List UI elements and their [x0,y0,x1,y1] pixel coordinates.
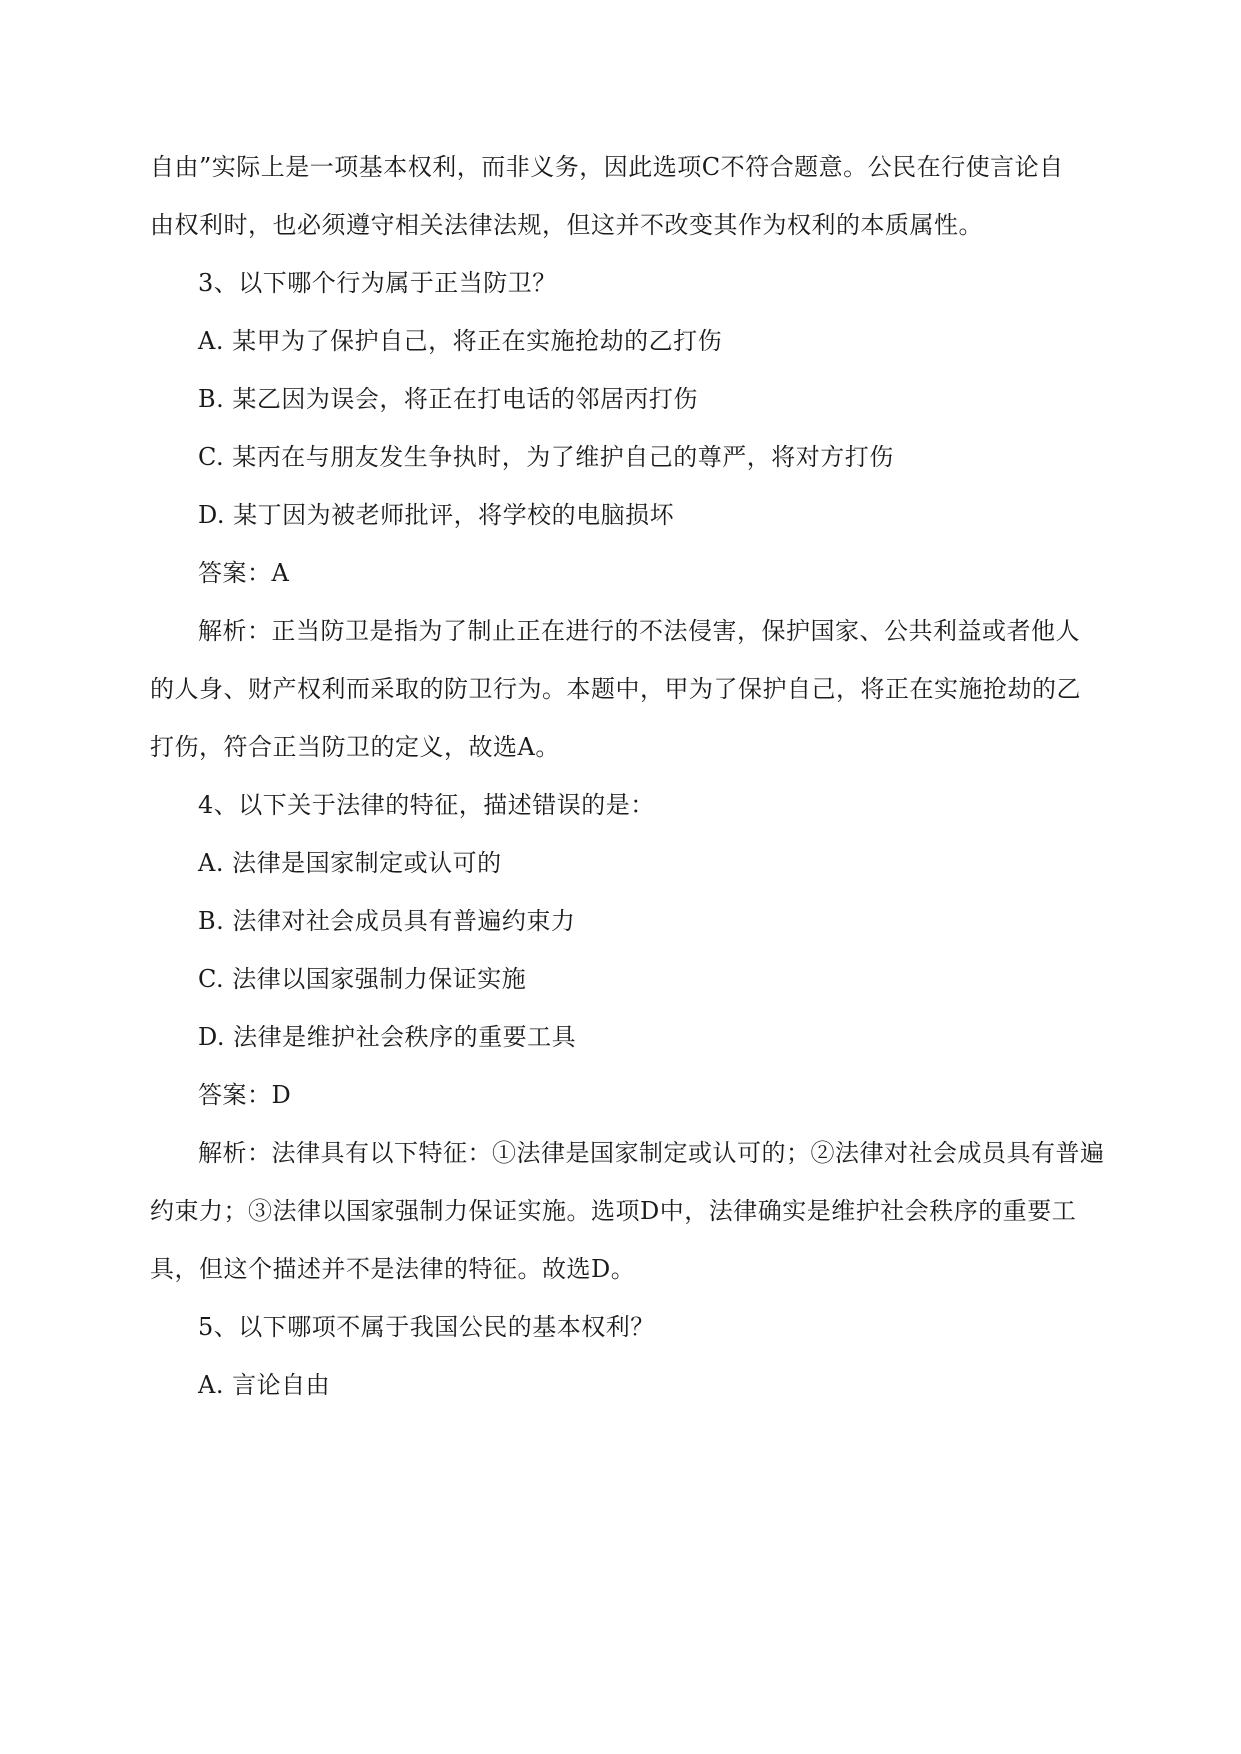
option-d: D. 法律是维护社会秩序的重要工具 [198,1023,577,1051]
answer: 答案：D [198,1081,292,1109]
explanation-line: 具，但这个描述并不是法律的特征。故选D。 [150,1255,636,1283]
explanation-line: 解析：正当防卫是指为了制止正在进行的不法侵害，保护国家、公共利益或者他人 [198,617,1080,645]
answer: 答案：A [198,559,290,587]
option-b: B. 法律对社会成员具有普遍约束力 [198,907,576,935]
question-text: 3、以下哪个行为属于正当防卫？ [198,269,557,297]
explanation-line: 的人身、财产权利而采取的防卫行为。本题中，甲为了保护自己，将正在实施抢劫的乙 [150,675,1081,703]
option-b: B. 某乙因为误会，将正在打电话的邻居丙打伤 [198,385,698,413]
text-line: 自由”实际上是一项基本权利，而非义务，因此选项C不符合题意。公民在行使言论自 [150,153,1064,181]
question-4 [150,776,1105,1298]
option-a: A. 言论自由 [198,1371,331,1399]
option-d: D. 某丁因为被老师批评，将学校的电脑损坏 [198,501,675,529]
question-text: 5、以下哪项不属于我国公民的基本权利？ [198,1313,655,1341]
option-a: A. 法律是国家制定或认可的 [198,849,502,877]
question-3 [150,254,1090,776]
explanation-line: 解析：法律具有以下特征：①法律是国家制定或认可的；②法律对社会成员具有普遍 [198,1139,1105,1167]
previous-explanation-continued [150,138,1090,254]
text-line: 由权利时，也必须遵守相关法律法规，但这并不改变其作为权利的本质属性。 [150,211,983,239]
explanation-line: 约束力；③法律以国家强制力保证实施。选项D中，法律确实是维护社会秩序的重要工 [150,1197,1077,1225]
explanation-line: 打伤，符合正当防卫的定义，故选A。 [150,733,560,761]
question-5 [150,1298,1090,1414]
option-c: C. 某丙在与朋友发生争执时，为了维护自己的尊严，将对方打伤 [198,443,894,471]
option-c: C. 法律以国家强制力保证实施 [198,965,527,993]
question-text: 4、以下关于法律的特征，描述错误的是： [198,791,655,819]
option-a: A. 某甲为了保护自己，将正在实施抢劫的乙打伤 [198,327,723,355]
document-page [150,138,1105,1414]
